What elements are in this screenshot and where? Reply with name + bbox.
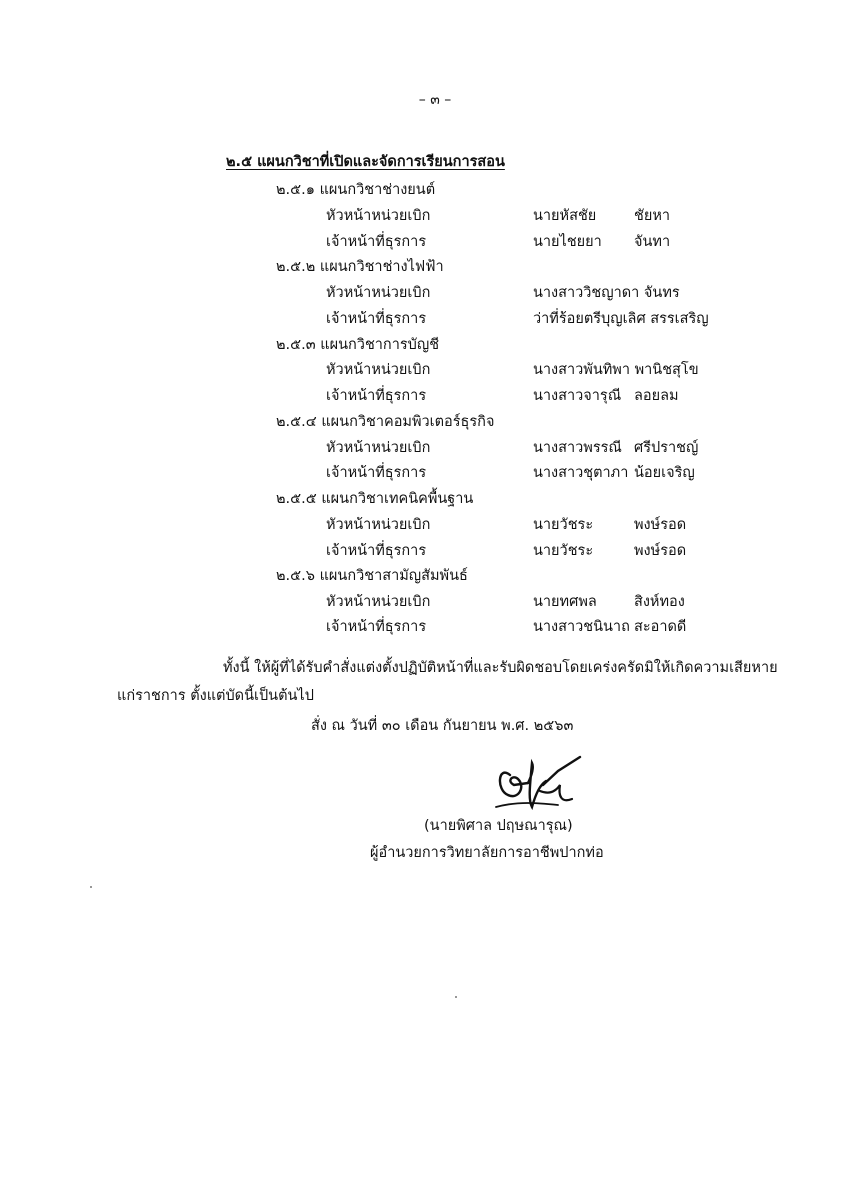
person-name: นายวัชระ (533, 517, 594, 533)
handwritten-signature (488, 745, 608, 815)
role-label: เจ้าหน้าที่ธุรการ (326, 543, 427, 559)
order-date: สั่ง ณ วันที่ ๓๐ เดือน กันยายน พ.ศ. ๒๕๖๓ (311, 718, 574, 734)
department-title: ๒.๕.๔ แผนกวิชาคอมพิวเตอร์ธุรกิจ (276, 414, 495, 430)
person-name: นายไชยยา (533, 234, 602, 250)
person-surname: ศรีปราชญ์ (634, 440, 699, 456)
signatory-name: (นายพิศาล ปฤษณารุณ) (424, 818, 573, 834)
department-title: ๒.๕.๒ แผนกวิชาช่างไฟฟ้า (276, 259, 444, 275)
person-surname: พงษ์รอด (634, 543, 687, 559)
role-label: หัวหน้าหน่วยเบิก (326, 517, 431, 533)
role-label: หัวหน้าหน่วยเบิก (326, 594, 431, 610)
role-label: หัวหน้าหน่วยเบิก (326, 440, 431, 456)
role-label: เจ้าหน้าที่ธุรการ (326, 234, 427, 250)
signatory-position: ผู้อำนวยการวิทยาลัยการอาชีพปากท่อ (370, 845, 604, 861)
department-title: ๒.๕.๖ แผนกวิชาสามัญสัมพันธ์ (276, 568, 468, 584)
role-label: เจ้าหน้าที่ธุรการ (326, 388, 427, 404)
role-label: หัวหน้าหน่วยเบิก (326, 208, 431, 224)
person-name: นายหัสชัย (533, 208, 597, 224)
scan-speck (90, 886, 92, 888)
person-name: นางสาวพันทิพา พานิชสุโข (533, 362, 699, 378)
role-label: เจ้าหน้าที่ธุรการ (326, 465, 427, 481)
department-title: ๒.๕.๓ แผนกวิชาการบัญชี (276, 337, 440, 353)
role-label: เจ้าหน้าที่ธุรการ (326, 619, 427, 635)
person-name: นายวัชระ (533, 543, 594, 559)
section-heading: ๒.๕ แผนกวิชาที่เปิดและจัดการเรียนการสอน (226, 154, 505, 170)
person-surname: ชัยหา (634, 208, 671, 224)
person-name: นายทศพล (533, 594, 597, 610)
person-name: นางสาวพรรณี (533, 440, 622, 456)
person-surname: น้อยเจริญ (634, 465, 695, 481)
person-name: นางสาวชุตาภา (533, 465, 629, 481)
person-surname: ลอยลม (634, 388, 679, 404)
closing-paragraph-line1: ทั้งนี้ ให้ผู้ที่ได้รับคำสั่งแต่งตั้งปฏิบัติหน้าที่และรับผิดชอบโดยเคร่งครัดมิให้เกิดความเสียหาย (223, 660, 778, 676)
role-label: เจ้าหน้าที่ธุรการ (326, 311, 427, 327)
department-title: ๒.๕.๕ แผนกวิชาเทคนิคพื้นฐาน (276, 491, 474, 507)
scan-speck (455, 996, 457, 998)
person-surname: สิงห์ทอง (634, 594, 685, 610)
person-name: นางสาวจารุณี (533, 388, 622, 404)
person-name: ว่าที่ร้อยตรีบุญเลิศ สรรเสริญ (533, 311, 709, 327)
person-name: นางสาววิชญาดา จันทร (533, 285, 680, 301)
person-surname: จันทา (634, 234, 671, 250)
closing-paragraph-line2: แก่ราชการ ตั้งแต่บัดนี้เป็นต้นไป (117, 688, 314, 704)
person-surname: สะอาดดี (634, 619, 687, 635)
person-name: นางสาวชนินาถ (533, 619, 630, 635)
person-surname: พงษ์รอด (634, 517, 687, 533)
role-label: หัวหน้าหน่วยเบิก (326, 362, 431, 378)
role-label: หัวหน้าหน่วยเบิก (326, 285, 431, 301)
department-title: ๒.๕.๑ แผนกวิชาช่างยนต์ (276, 182, 436, 198)
page-number: – ๓ – (418, 92, 452, 108)
